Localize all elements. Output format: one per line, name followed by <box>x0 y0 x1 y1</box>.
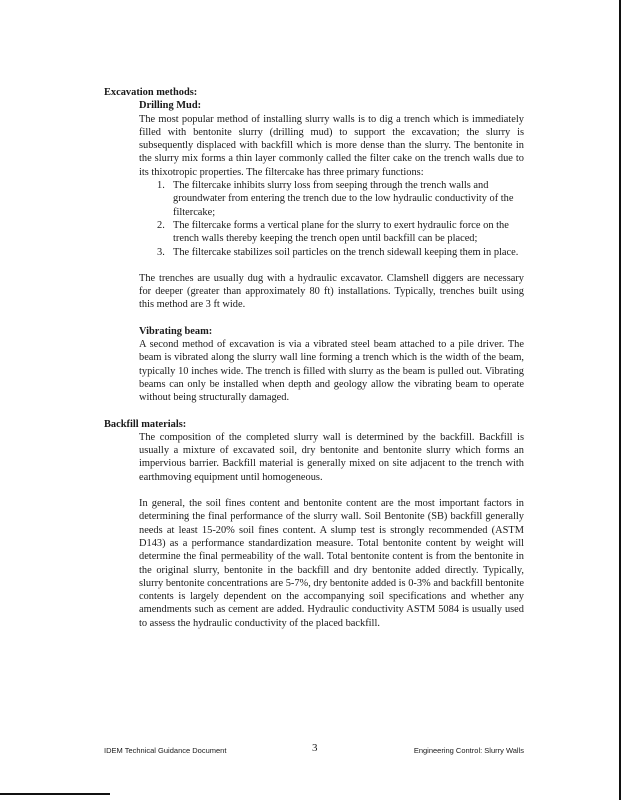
list-item <box>157 179 524 219</box>
vibrating-beam-heading: Vibrating beam: <box>139 325 213 337</box>
list-item <box>157 246 524 259</box>
page-edge-right <box>619 0 621 800</box>
list-number: 3. <box>157 246 165 258</box>
list-text: The filtercake forms a vertical plane for the slurry to exert hydraulic force on the trench walls thereby keeping the trench open until backfill can be placed; <box>173 219 509 245</box>
list-text: The filtercake inhibits slurry loss from seeping through the trench walls and groundwater from entering the trench due to the low hydraulic conductivity of the filtercake; <box>173 180 514 218</box>
backfill-heading: Backfill materials: <box>104 418 187 430</box>
backfill-paragraph-1: The composition of the completed slurry wall is determined by the backfill. Backfill is usually a mixture of excavated soil, dry bentonite and bentonite slurry which forms an impervious barrier. Backfill material is generally mixed on site adjacent to the trench with earthmoving equipment until homogeneous. <box>139 431 524 483</box>
backfill-paragraph-2: In general, the soil fines content and bentonite content are the most important factors in determining the final performance of the slurry wall. Soil Bentonite (SB) backfill generally needs at least 15-20% soil fines content. A slump test is strongly recommended (ASTM D143) as a performance standardization measure. Total bentonite content by weight will determine the final permeability of the wall. Total bentonite content is from the bentonite in the original slurry, bentonite in the backfill and dry bentonite added directly. Typically, slurry bentonite concentrations are 5-7%, dry bentonite added is 0-3% and backfill bentonite contents is largely dependent on the accompanying soil specifications and whether any amendments such as cement are added. Hydraulic conductivity ASTM 5084 is usually used to assess the hydraulic conductivity of the placed backfill. <box>139 498 524 629</box>
trenches-paragraph: The trenches are usually dug with a hydraulic excavator. Clamshell diggers are necessary for deeper (greater than approximately 80 ft) installations. Typically, trenches built using this method are 3 ft wide. <box>139 272 524 311</box>
drilling-mud-paragraph: The most popular method of installing slurry walls is to dig a trench which is immediately filled with bentonite slurry (drilling mud) to support the excavation; the slurry is subsequently displaced with backfill which is more dense than the slurry. The bentonite in the slurry mix forms a thin layer commonly called the filter cake on the trench walls due to its thixotropic properties. The filtercake has three primary functions: <box>139 113 524 178</box>
list-text: The filtercake stabilizes soil particles on the trench sidewall keeping them in place. <box>173 246 519 258</box>
page-number: 3 <box>312 742 318 754</box>
list-number: 2. <box>157 219 165 231</box>
excavation-heading: Excavation methods: <box>104 87 198 98</box>
filtercake-functions-list <box>104 179 524 259</box>
list-number: 1. <box>157 180 165 192</box>
list-item <box>157 219 524 246</box>
drilling-mud-heading: Drilling Mud: <box>139 100 202 112</box>
page-edge-bottom <box>0 793 110 795</box>
footer-document-title: IDEM Technical Guidance Document <box>104 746 227 755</box>
footer-section-title: Engineering Control: Slurry Walls <box>413 746 524 755</box>
document-body <box>104 86 524 630</box>
vibrating-beam-paragraph: A second method of excavation is via a vibrated steel beam attached to a pile driver. The beam is vibrated along the slurry wall line forming a trench which is the width of the beam, typically 10 inches wide. The trench is filled with slurry as the beam is pulled out. Vibrating beams can only be installed when depth and geology allow the vibrating beam to operate without being structurally damaged. <box>139 339 524 404</box>
